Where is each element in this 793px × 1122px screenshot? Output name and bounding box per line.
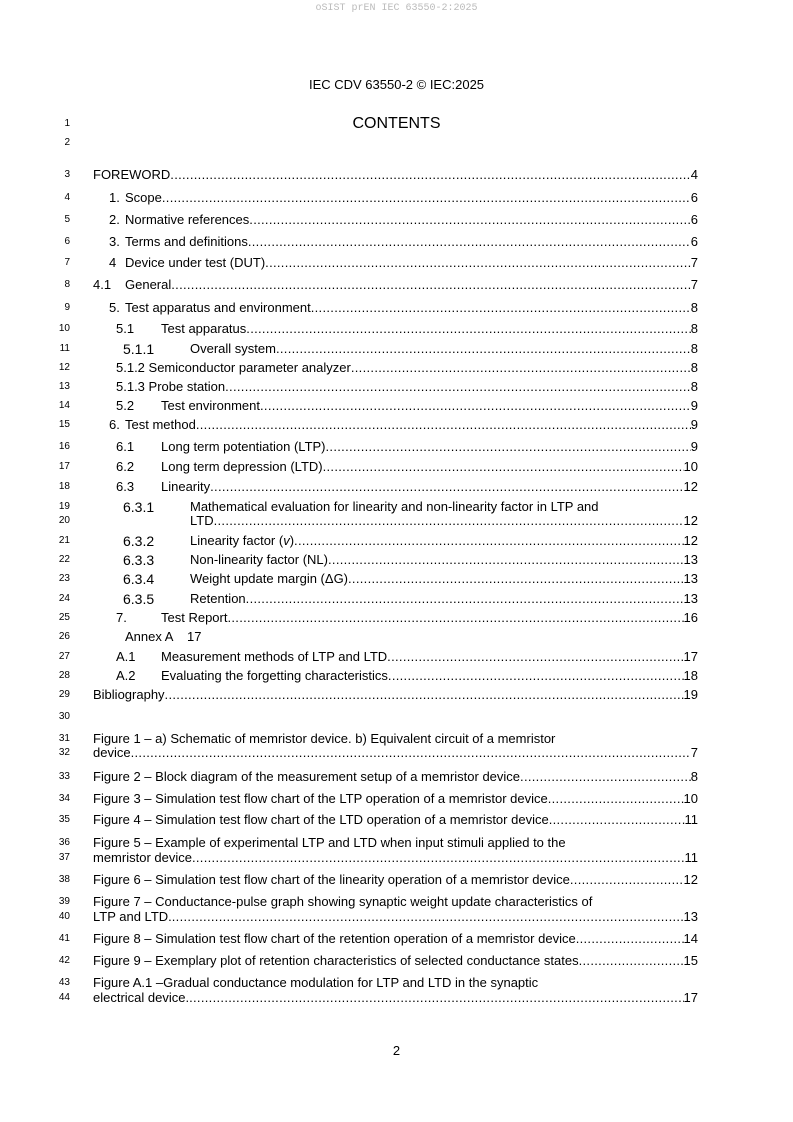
toc-entry-number: 2. (109, 212, 120, 227)
toc-entry-number: 5.2 (116, 398, 135, 413)
dot-leader (172, 909, 684, 925)
line-number: 7 (64, 257, 70, 268)
line-number: 2 (64, 137, 70, 148)
toc-entry-title: Figure 8 – Simulation test flow chart of the retention operation of a memristor device (93, 931, 576, 946)
toc-entry-title: electrical device. (93, 990, 190, 1005)
toc-entry-title: Non-linearity factor (NL) (190, 552, 328, 567)
dot-leader (196, 417, 691, 433)
line-number: 18 (58, 481, 70, 492)
toc-entry[interactable] (109, 300, 698, 316)
dot-leader (165, 687, 684, 703)
line-number: 40 (58, 911, 70, 922)
toc-entry-page: 16 (683, 610, 698, 625)
dot-leader (225, 379, 691, 395)
line-number: 26 (58, 631, 70, 642)
toc-entry-title: Test Report (161, 610, 228, 625)
toc-entry-title: Figure 9 – Exemplary plot of retention characteristics of selected conductance states (93, 953, 579, 968)
toc-entry-page: 10 (683, 791, 698, 806)
toc-entry-title: Figure A.1 –Gradual conductance modulation for LTP and LTD in the synaptic (93, 975, 539, 990)
line-number: 41 (58, 933, 70, 944)
toc-entry-number: 7. (116, 610, 127, 625)
toc-entry-number: A.2 (116, 668, 136, 683)
toc-entry-number: 6.2 (116, 459, 135, 474)
toc-entry-number: 6.3 (116, 479, 135, 494)
dot-leader (294, 533, 683, 549)
toc-entry-title: 5.1.2 Semiconductor parameter analyzer (116, 360, 351, 375)
line-number: 16 (58, 441, 70, 452)
toc-entry[interactable] (123, 591, 698, 607)
document-header: IEC CDV 63550-2 © IEC:2025 (308, 77, 485, 92)
toc-entry-title: Test environment (161, 398, 260, 413)
toc-entry-page: 17 (683, 990, 698, 1005)
dot-leader (265, 255, 691, 271)
line-number: 35 (58, 814, 70, 825)
toc-entry-title: Normative references (125, 212, 250, 227)
line-number: 37 (58, 852, 70, 863)
line-number: 14 (58, 400, 70, 411)
toc-entry-page: 10 (683, 459, 698, 474)
dot-leader (131, 745, 691, 761)
toc-entry-page: 15 (683, 953, 698, 968)
toc-entry-page: 9 (690, 398, 698, 413)
toc-entry-number: 5.1 (116, 321, 135, 336)
dot-leader (348, 571, 684, 587)
line-number: 24 (58, 593, 70, 604)
toc-entry-title: 5.1.3 Probe station (116, 379, 226, 394)
dot-leader (570, 872, 684, 888)
toc-entry[interactable] (93, 769, 698, 785)
toc-entry-page: 12 (683, 513, 698, 528)
toc-entry[interactable] (116, 459, 698, 475)
toc-entry[interactable] (116, 439, 698, 455)
toc-entry-page: 13 (683, 571, 698, 586)
line-number: 36 (58, 837, 70, 848)
line-number: 22 (58, 554, 70, 565)
toc-entry-title: Figure 3 – Simulation test flow chart of the LTP operation of a memristor device (93, 791, 548, 806)
toc-entry-number: 3. (109, 234, 120, 249)
toc-entry[interactable] (109, 417, 698, 433)
line-number: 43 (58, 977, 70, 988)
toc-entry-number: 6. (109, 417, 120, 432)
line-number: 15 (58, 419, 70, 430)
dot-leader (548, 791, 684, 807)
toc-entry-page: 6 (690, 190, 698, 205)
dot-leader (192, 850, 685, 866)
toc-entry-title: Figure 5 – Example of experimental LTP and LTD when input stimuli applied to the (93, 835, 566, 850)
line-number: 25 (58, 612, 70, 623)
toc-entry-number: 6.3.3 (123, 552, 155, 568)
toc-entry-number: 1. (109, 190, 120, 205)
toc-entry[interactable] (93, 909, 698, 925)
dot-leader (171, 277, 691, 293)
toc-entry-title: Device under test (DUT) (125, 255, 266, 270)
toc-entry-page: 11 (684, 850, 698, 865)
toc-entry[interactable] (123, 533, 698, 549)
toc-entry-page: 17 (683, 649, 698, 664)
toc-entry[interactable] (93, 990, 698, 1006)
toc-entry[interactable] (93, 835, 698, 851)
toc-entry-title: Figure 2 – Block diagram of the measurement setup of a memristor device (93, 769, 521, 784)
dot-leader (549, 812, 685, 828)
toc-entry-number: 5. (109, 300, 120, 315)
toc-entry-page: 11 (684, 812, 698, 827)
toc-entry-number: Annex A (125, 629, 174, 644)
line-number: 10 (58, 323, 70, 334)
toc-entry-title: Evaluating the forgetting characteristics (161, 668, 388, 683)
watermark: oSIST prEN IEC 63550-2:2025 (315, 3, 478, 14)
toc-entry[interactable] (116, 649, 698, 665)
toc-entry-title: Weight update margin (ΔG) (190, 571, 349, 586)
toc-entry-title: Figure 4 – Simulation test flow chart of the LTD operation of a memristor device (93, 812, 549, 827)
toc-entry-page: 4 (690, 167, 698, 182)
line-number: 8 (64, 279, 70, 290)
toc-entry[interactable] (93, 277, 698, 293)
toc-entry-title: Retention (190, 591, 246, 606)
dot-leader (328, 552, 684, 568)
page-number: 2 (392, 1043, 401, 1058)
toc-entry-number: 4 (109, 255, 117, 270)
toc-entry-page: 9 (690, 417, 698, 432)
dot-leader (162, 190, 691, 206)
toc-entry-title: Figure 1 – a) Schematic of memristor device. b) Equivalent circuit of a memristor (93, 731, 556, 746)
toc-entry-number (123, 513, 190, 529)
toc-entry-number: 6.3.5 (123, 591, 155, 607)
toc-entry[interactable] (109, 190, 698, 206)
line-number: 27 (58, 651, 70, 662)
toc-entry[interactable] (93, 931, 698, 947)
line-number: 1 (64, 118, 70, 129)
toc-entry-page: 7 (690, 255, 698, 270)
toc-entry-page: 12 (683, 533, 698, 548)
line-number: 39 (58, 896, 70, 907)
toc-entry-number: 6.3.1 (123, 499, 155, 515)
dot-leader (260, 398, 691, 414)
dot-leader (227, 610, 683, 626)
toc-entry-title: Linearity (161, 479, 211, 494)
dot-leader (387, 649, 683, 665)
toc-entry[interactable] (93, 850, 698, 866)
dot-leader (210, 479, 683, 495)
toc-entry[interactable] (116, 610, 698, 626)
toc-entry-page: 12 (683, 872, 698, 887)
line-number: 34 (58, 793, 70, 804)
toc-entry-title: Test method (125, 417, 196, 432)
toc-entry-title: Figure 7 – Conductance-pulse graph showing synaptic weight update characteristics of (93, 894, 593, 909)
dot-leader (276, 341, 691, 357)
toc-entry-page: 12 (683, 479, 698, 494)
line-number: 12 (58, 362, 70, 373)
line-number: 9 (64, 302, 70, 313)
toc-entry[interactable] (116, 398, 698, 414)
toc-entry-page: 8 (690, 321, 698, 336)
line-number: 31 (58, 733, 70, 744)
toc-entry-page: 8 (690, 379, 698, 394)
dot-leader (576, 931, 684, 947)
dot-leader (248, 234, 691, 250)
toc-entry-title: Mathematical evaluation for linearity and non-linearity factor in LTP and (190, 499, 599, 514)
toc-entry-page: 19 (683, 687, 698, 702)
line-number: 30 (58, 711, 70, 722)
line-number: 17 (58, 461, 70, 472)
toc-entry-title: FOREWORD (93, 167, 171, 182)
toc-entry-page: 9 (690, 439, 698, 454)
line-number: 5 (64, 214, 70, 225)
toc-entry-title: LTD (190, 513, 214, 528)
toc-entry-number: A.1 (116, 649, 136, 664)
dot-leader (246, 591, 684, 607)
line-number: 32 (58, 747, 70, 758)
toc-entry-title: Overall system (190, 341, 276, 356)
toc-entry[interactable] (125, 629, 698, 645)
toc-entry-title: 17 (187, 629, 202, 644)
toc-entry-page: 13 (683, 552, 698, 567)
toc-entry[interactable] (109, 255, 698, 271)
toc-entry-title: Test apparatus (161, 321, 247, 336)
toc-entry-title: device (93, 745, 131, 760)
toc-entry[interactable] (93, 812, 698, 828)
toc-entry-page: 7 (690, 277, 698, 292)
toc-entry-number: 6.3.4 (123, 571, 155, 587)
dot-leader (520, 769, 691, 785)
toc-entry-page: 14 (683, 931, 698, 946)
toc-entry-page: 18 (683, 668, 698, 683)
toc-entry[interactable] (109, 234, 698, 250)
dot-leader (170, 167, 690, 183)
toc-entry-page: 8 (690, 360, 698, 375)
line-number: 3 (64, 169, 70, 180)
dot-leader (323, 459, 684, 475)
toc-entry[interactable] (93, 872, 698, 888)
toc-entry[interactable] (93, 745, 698, 761)
toc-entry[interactable] (123, 552, 698, 568)
toc-entry[interactable] (109, 212, 698, 228)
line-number: 13 (58, 381, 70, 392)
line-number: 21 (58, 535, 70, 546)
toc-entry-title: Test apparatus and environment (125, 300, 311, 315)
dot-leader (249, 212, 690, 228)
toc-entry[interactable] (116, 668, 698, 684)
toc-entry-title: Figure 6 – Simulation test flow chart of the linearity operation of a memristor device (93, 872, 570, 887)
toc-entry[interactable] (116, 321, 698, 337)
toc-entry-title: Linearity factor (v) (190, 533, 295, 548)
toc-entry-title: General (125, 277, 172, 292)
line-number: 29 (58, 689, 70, 700)
toc-entry-page: 13 (683, 909, 698, 924)
toc-entry[interactable] (116, 479, 698, 495)
toc-entry-number: 6.1 (116, 439, 135, 454)
line-number: 19 (58, 501, 70, 512)
toc-entry[interactable] (93, 791, 698, 807)
toc-entry-title: Bibliography (93, 687, 165, 702)
toc-entry-title: Scope (125, 190, 162, 205)
toc-entry-title: Measurement methods of LTP and LTD (161, 649, 388, 664)
toc-entry[interactable] (123, 513, 698, 529)
dot-leader (246, 321, 690, 337)
toc-entry-page: 8 (690, 300, 698, 315)
toc-entry[interactable] (116, 360, 698, 376)
toc-entry-title: Long term potentiation (LTP) (161, 439, 326, 454)
toc-entry-page: 8 (690, 341, 698, 356)
toc-entry[interactable] (93, 167, 698, 183)
dot-leader (579, 953, 684, 969)
line-number: 38 (58, 874, 70, 885)
dot-leader (388, 668, 684, 684)
dot-leader (214, 513, 684, 529)
line-number: 42 (58, 955, 70, 966)
toc-entry-number: 4.1 (93, 277, 112, 292)
line-number: 6 (64, 236, 70, 247)
toc-entry[interactable] (93, 687, 698, 703)
toc-entry[interactable] (93, 953, 698, 969)
line-number: 28 (58, 670, 70, 681)
toc-entry-number: 6.3.2 (123, 533, 155, 549)
toc-entry-title: Long term depression (LTD) (161, 459, 323, 474)
dot-leader (351, 360, 691, 376)
toc-entry-title: memristor device (93, 850, 192, 865)
toc-entry-page: 13 (683, 591, 698, 606)
dot-leader (326, 439, 691, 455)
toc-entry[interactable] (93, 975, 698, 991)
toc-entry-page: 6 (690, 212, 698, 227)
toc-entry[interactable] (93, 894, 698, 910)
line-number: 23 (58, 573, 70, 584)
line-number: 4 (64, 192, 70, 203)
line-number: 11 (59, 343, 70, 354)
toc-entry[interactable] (123, 341, 698, 357)
toc-entry-number: 5.1.1 (123, 341, 155, 357)
toc-entry[interactable] (116, 379, 698, 395)
dot-leader (311, 300, 691, 316)
dot-leader (189, 990, 683, 1006)
toc-entry[interactable] (123, 571, 698, 587)
toc-entry-title: Terms and definitions (125, 234, 248, 249)
line-number: 33 (58, 771, 70, 782)
contents-heading: CONTENTS (352, 115, 441, 132)
toc-entry-page: 7 (690, 745, 698, 760)
toc-entry-title: LTP and LTD. (93, 909, 172, 924)
line-number: 44 (58, 992, 70, 1003)
toc-entry-page: 6 (690, 234, 698, 249)
line-number: 20 (58, 515, 70, 526)
toc-entry-page: 8 (690, 769, 698, 784)
